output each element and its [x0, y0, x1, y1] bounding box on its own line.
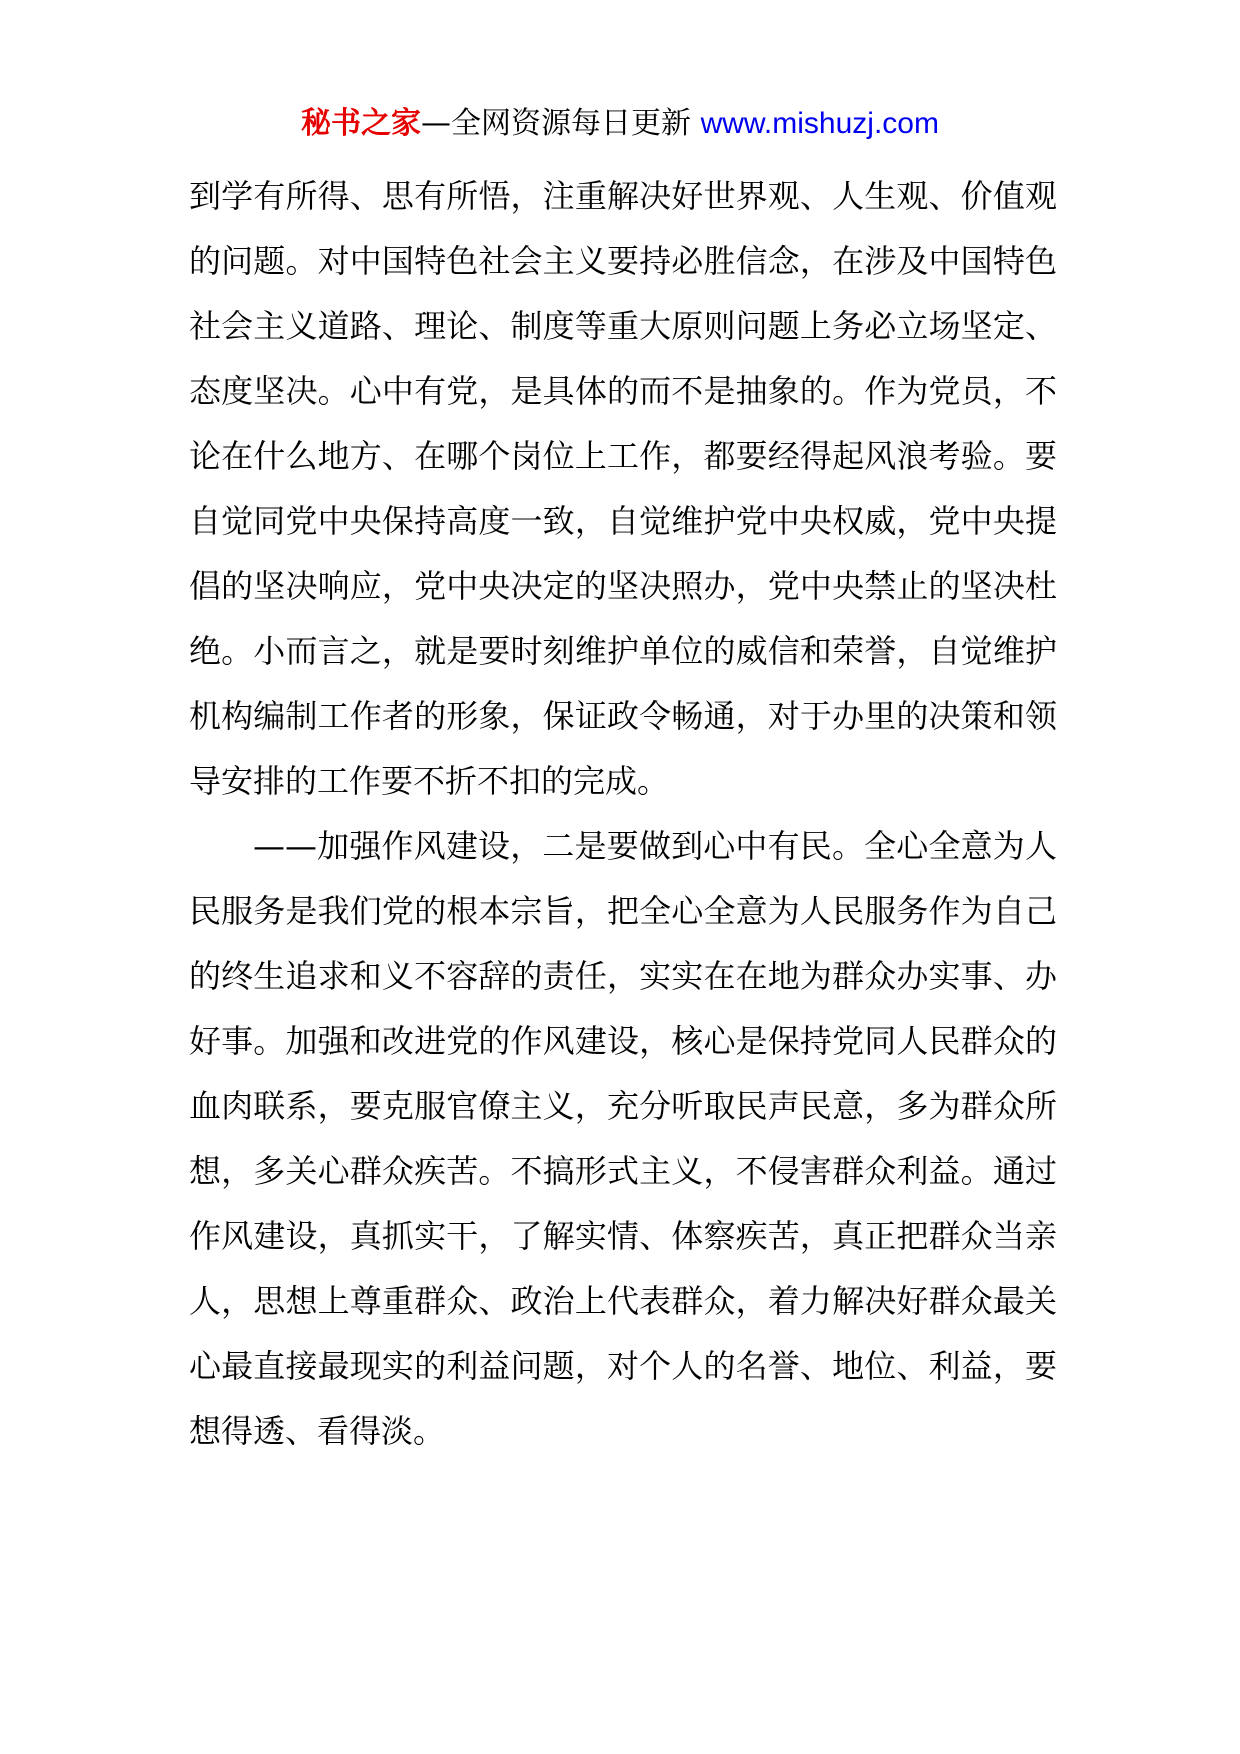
document-body [189, 164, 1057, 1464]
site-url-link[interactable]: www.mishuzj.com [700, 107, 939, 140]
page-header [0, 104, 1240, 144]
paragraph-1: 到学有所得、思有所悟，注重解决好世界观、人生观、价值观的问题。对中国特色社会主义要持必胜信念，在涉及中国特色社会主义道路、理论、制度等重大原则问题上务必立场坚定、态度坚决。心中有党，是具体的而不是抽象的。作为党员，不论在什么地方、在哪个岗位上工作，都要经得起风浪考验。要自觉同党中央保持高度一致，自觉维护党中央权威，党中央提倡的坚决响应，党中央决定的坚决照办，党中央禁止的坚决杜绝。小而言之，就是要时刻维护单位的威信和荣誉，自觉维护机构编制工作者的形象，保证政令畅通，对于办里的决策和领导安排的工作要不折不扣的完成。 [189, 177, 1057, 800]
paragraph-2: ——加强作风建设，二是要做到心中有民。全心全意为人民服务是我们党的根本宗旨，把全心全意为人民服务作为自己的终生追求和义不容辞的责任，实实在在地为群众办实事、办好事。加强和改进党的作风建设，核心是保持党同人民群众的血肉联系，要克服官僚主义，充分听取民声民意，多为群众所想，多关心群众疾苦。不搞形式主义，不侵害群众利益。通过作风建设，真抓实干，了解实情、体察疾苦，真正把群众当亲人，思想上尊重群众、政治上代表群众，着力解决好群众最关心最直接最现实的利益问题，对个人的名誉、地位、利益，要想得透、看得淡。 [189, 827, 1057, 1450]
header-tagline: —全网资源每日更新 [421, 106, 701, 141]
brand-name: 秘书之家 [301, 106, 422, 141]
